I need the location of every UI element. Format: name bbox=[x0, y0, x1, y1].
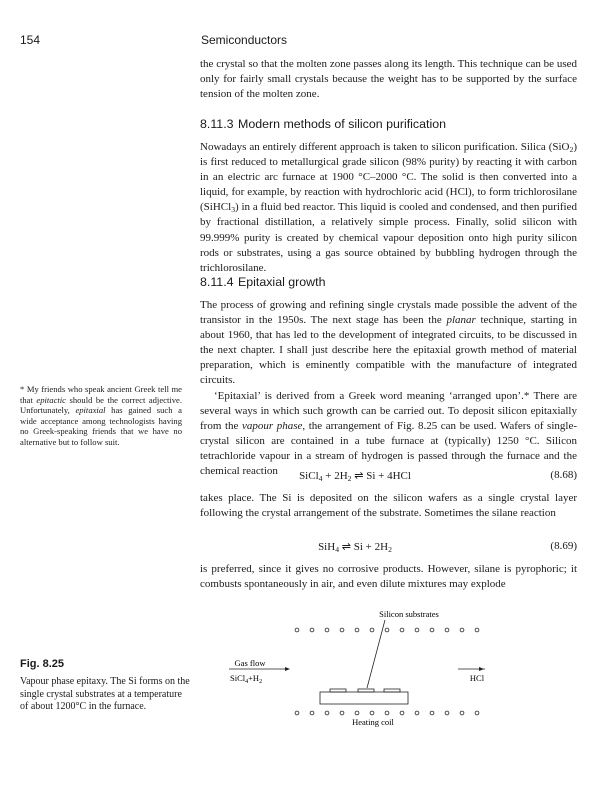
text: SiCl bbox=[299, 470, 319, 482]
equation-8-69 bbox=[200, 540, 577, 556]
equation-number: (8.69) bbox=[550, 540, 577, 552]
section-heading-8-11-3 bbox=[200, 117, 446, 131]
section-number: 8.11.4 bbox=[200, 275, 234, 289]
heating-coil-top-row bbox=[295, 628, 479, 632]
section-number: 8.11.3 bbox=[200, 117, 234, 131]
section-title: Modern methods of silicon purification bbox=[238, 117, 446, 131]
paragraph: takes place. The Si is deposited on the silicon wafers as a single crystal layer following the crystal arrangement of the substrate. Sometimes the silane reaction bbox=[200, 492, 577, 520]
section-heading-8-11-4 bbox=[200, 275, 325, 289]
text: ) in a fluid bed reactor. This liquid is cooled and condensed, and then purified by fractional distillation, a relatively simple process. Finally, solid silicon with 99.999% purity is created by chemical vapour deposition onto high purity silicon rods or substrates, using a gas source obtained by bubbling hydrogen through the trichlorosilane. bbox=[200, 201, 577, 274]
coil-turn bbox=[325, 628, 329, 632]
silicon-wafer bbox=[358, 689, 374, 692]
equation-expression bbox=[200, 469, 510, 482]
coil-turn bbox=[475, 628, 479, 632]
coil-turn bbox=[385, 628, 389, 632]
coil-turn bbox=[445, 711, 449, 715]
equilibrium-arrow: ⇌ bbox=[339, 541, 354, 553]
equilibrium-arrow: ⇌ bbox=[351, 470, 367, 482]
text: ) is first reduced to metallurgical grade silicon (98% purity) by reacting it with carbon in an electric arc furnace at 1900 °C–2000 °C. The solid is then converted into a liquid, for example, by reaction with hydrochloric acid (HCl), to form trichlorosilane (SiHCl bbox=[200, 141, 577, 214]
coil-turn bbox=[370, 711, 374, 715]
gas-flow-arrowhead bbox=[285, 667, 290, 671]
paragraph: is preferred, since it gives no corrosive products. However, silane is pyrophoric; it combusts spontaneously in air, and even dilute mixtures may explode bbox=[200, 563, 577, 591]
text: should be the correct adjective. Unfortunately, bbox=[20, 394, 182, 416]
paragraph bbox=[200, 389, 577, 480]
emphasis: epitaxial bbox=[75, 405, 106, 416]
text: Si + 2H bbox=[353, 541, 389, 553]
text: +H bbox=[248, 673, 260, 683]
text: , the arrangement of Fig. 8.25 can be used. Wafers of single-crystal silicon are contained in a tube furnace at (typically) 1250 °C. Silicon tetrachloride vapour in a stream of hydrogen is passed through the furnace and the chemical reaction bbox=[200, 419, 577, 478]
deposition-paragraph bbox=[200, 491, 577, 521]
silicon-wafer bbox=[384, 689, 400, 692]
coil-turn bbox=[370, 628, 374, 632]
coil-turn bbox=[430, 711, 434, 715]
paragraph bbox=[200, 140, 577, 276]
subscript: 2 bbox=[259, 679, 263, 685]
page-number: 154 bbox=[20, 33, 41, 47]
substrate-holder bbox=[320, 692, 408, 704]
footnote bbox=[20, 384, 182, 448]
text: + 2H bbox=[322, 470, 348, 482]
equation-number: (8.68) bbox=[550, 469, 577, 481]
silane-paragraph bbox=[200, 562, 577, 592]
coil-turn bbox=[310, 711, 314, 715]
coil-turn bbox=[385, 711, 389, 715]
inlet-gas-label bbox=[230, 673, 262, 685]
coil-turn bbox=[295, 628, 299, 632]
text: Si + 4HCl bbox=[366, 470, 411, 482]
subscript: 2 bbox=[347, 474, 352, 483]
coil-turn bbox=[355, 711, 359, 715]
heating-coil-bottom-row bbox=[295, 711, 479, 715]
coil-turn bbox=[475, 711, 479, 715]
coil-turn bbox=[340, 711, 344, 715]
figure-caption: Vapour phase epitaxy. The Si forms on the single crystal substrates at a temperature of about 1200°C in the furnace. bbox=[20, 676, 190, 713]
heating-coil-label: Heating coil bbox=[352, 717, 394, 727]
silicon-wafer bbox=[330, 689, 346, 692]
coil-turn bbox=[400, 628, 404, 632]
coil-turn bbox=[460, 628, 464, 632]
gas-flow-label: Gas flow bbox=[234, 658, 266, 668]
coil-turn bbox=[400, 711, 404, 715]
subscript: 4 bbox=[318, 474, 323, 483]
coil-turn bbox=[460, 711, 464, 715]
epitaxy-diagram bbox=[215, 604, 485, 729]
coil-turn bbox=[445, 628, 449, 632]
coil-turn bbox=[430, 628, 434, 632]
emphasis: vapour phase bbox=[241, 419, 303, 432]
section-title: Epitaxial growth bbox=[238, 275, 326, 289]
subscript: 3 bbox=[231, 205, 236, 215]
coil-turn bbox=[325, 711, 329, 715]
emphasis: planar bbox=[446, 314, 476, 327]
coil-turn bbox=[415, 628, 419, 632]
equation-8-68 bbox=[200, 469, 577, 485]
text: technique, starting in about 1960, that has led to the development of integrated circuits, to be discussed in the next chapter. I shall just describe here the epitaxial growth method of material preparation, which is eminently compatible with the manufacture of integrated circuits. bbox=[200, 314, 577, 387]
text: Nowadays an entirely different approach is taken to silicon purification. Silica (SiO bbox=[200, 141, 570, 153]
hcl-label: HCl bbox=[469, 673, 485, 683]
figure-label: Fig. 8.25 bbox=[20, 658, 65, 670]
purification-paragraph bbox=[200, 140, 577, 276]
text: * My friends who speak ancient Greek tell me that bbox=[20, 384, 182, 405]
subscript: 4 bbox=[335, 545, 340, 554]
intro-paragraph bbox=[200, 57, 577, 102]
text: SiH bbox=[318, 541, 336, 553]
text: has gained such a wide acceptance among technologists having no Greek-speaking friends that we have no alternative but to follow suit. bbox=[20, 405, 182, 447]
coil-turn bbox=[355, 628, 359, 632]
running-title: Semiconductors bbox=[201, 33, 288, 47]
emphasis: epitactic bbox=[36, 394, 66, 405]
subscript: 2 bbox=[388, 545, 392, 554]
subscript: 2 bbox=[569, 145, 574, 154]
outlet-arrowhead bbox=[479, 667, 484, 671]
text: The process of growing and refining single crystals made possible the advent of the transistor in the 1950s. The next stage has been the bbox=[200, 299, 577, 327]
text: ‘Epitaxial’ is derived from a Greek word meaning ‘arranged upon’.* There are several ways in which such growth can be carried out. To deposit silicon epitaxially from the bbox=[200, 389, 577, 432]
coil-turn bbox=[340, 628, 344, 632]
epitaxial-paragraphs bbox=[200, 298, 577, 479]
coil-turn bbox=[295, 711, 299, 715]
paragraph: the crystal so that the molten zone passes along its length. This technique can be used only for fairly small crystals because the weight has to be supported by the surface tension of the molten zone. bbox=[200, 58, 577, 101]
subscript: 4 bbox=[245, 679, 249, 685]
paragraph bbox=[200, 298, 577, 389]
silicon-substrates-label: Silicon substrates bbox=[379, 609, 439, 619]
text: SiCl bbox=[230, 673, 246, 683]
coil-turn bbox=[415, 711, 419, 715]
coil-turn bbox=[310, 628, 314, 632]
equation-expression bbox=[200, 540, 510, 553]
pointer-line bbox=[367, 620, 385, 688]
